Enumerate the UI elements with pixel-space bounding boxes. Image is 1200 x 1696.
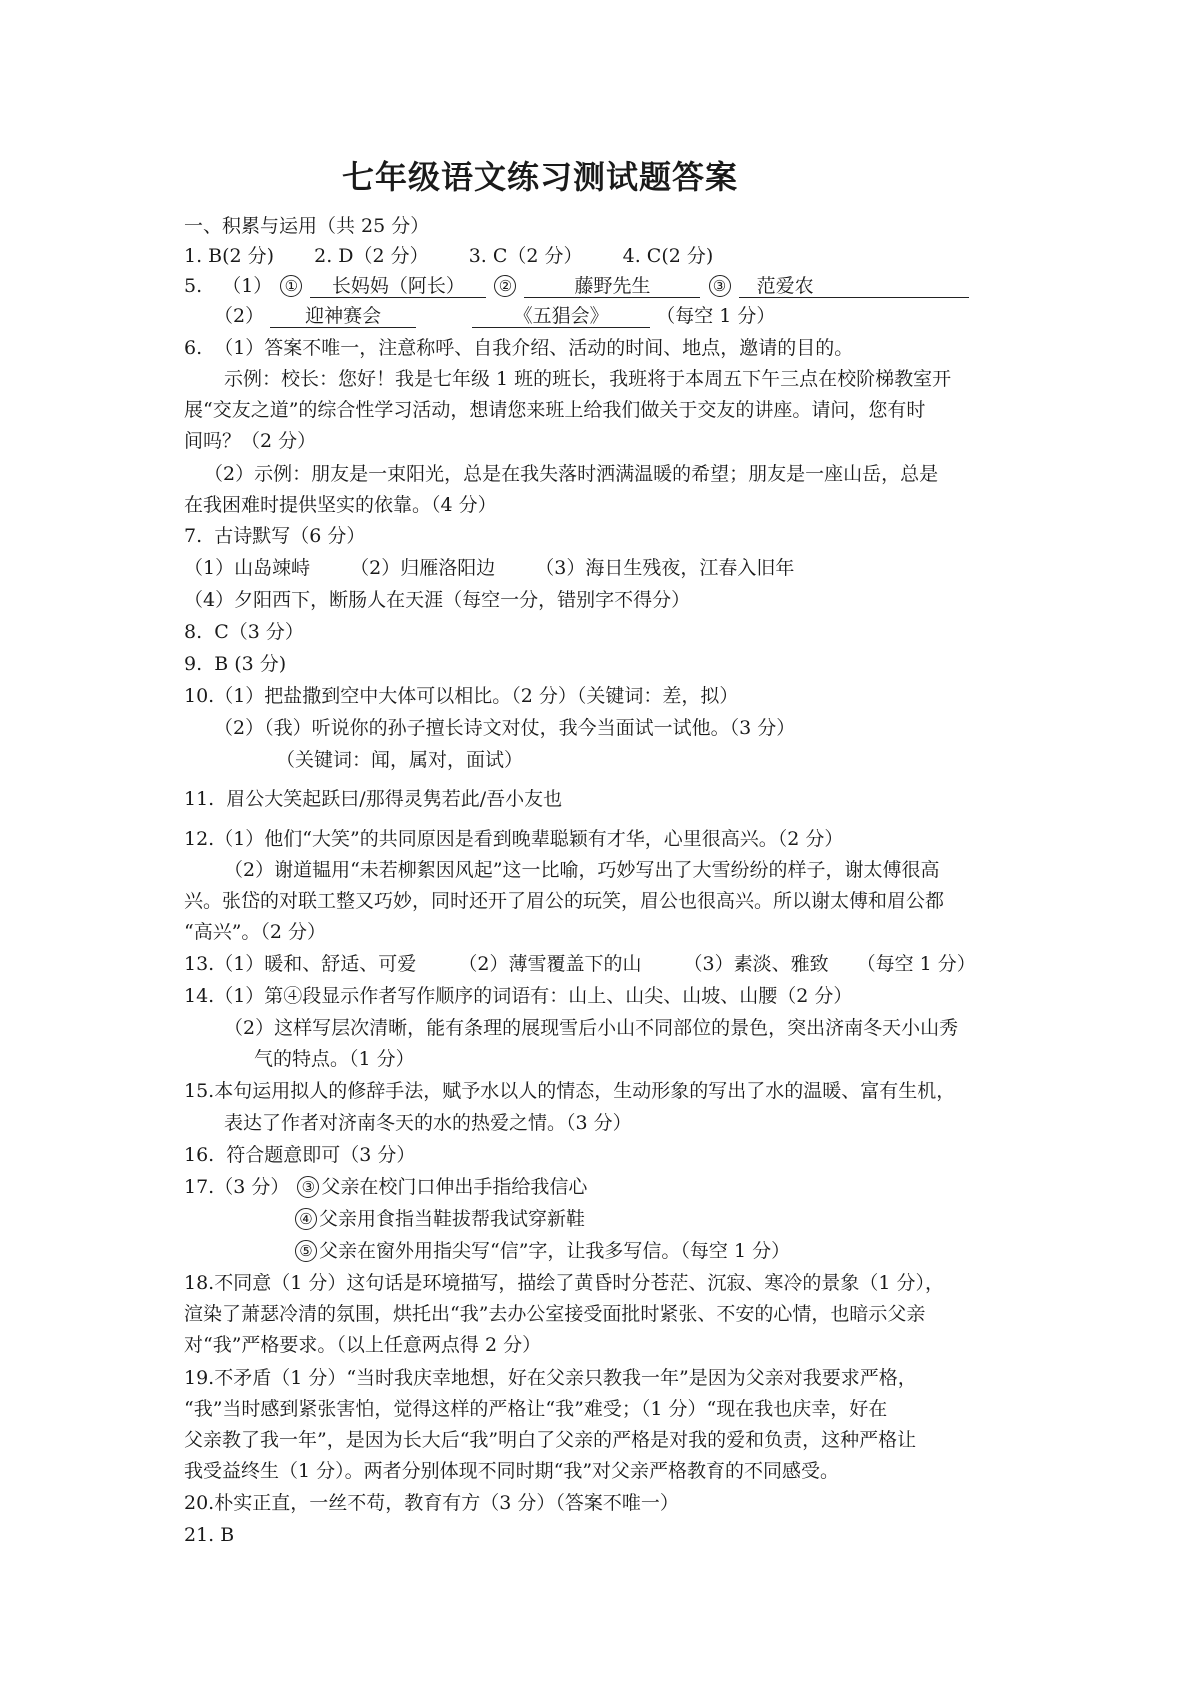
answer-q6-line: 展“交友之道”的综合性学习活动，想请您来班上给我们做关于交友的讲座。请问，您有时 bbox=[184, 399, 926, 421]
answer-q7-line: （4）夕阳西下，断肠人在天涯（每空一分，错别字不得分） bbox=[184, 589, 691, 611]
score-note: （每空 1 分） bbox=[656, 305, 776, 327]
answer-q15-line: 表达了作者对济南冬天的水的热爱之情。（3 分） bbox=[224, 1112, 632, 1134]
answer-q14-line: 14.（1）第④段显示作者写作顺序的词语有：山上、山尖、山坡、山腰（2 分） bbox=[184, 985, 853, 1007]
answer-q8: 8. C（3 分） bbox=[184, 621, 304, 643]
answer-q18-line: 18.不同意（1 分）这句话是环境描写，描绘了黄昏时分苍茫、沉寂、寒冷的景象（1 分）， bbox=[184, 1272, 944, 1294]
answer-q19-line: 父亲教了我一年”，是因为长大后“我”明白了父亲的严格是对我的爱和负责，这种严格让 bbox=[184, 1429, 917, 1451]
circled-number: ④ bbox=[295, 1208, 317, 1230]
section-heading: 一、积累与运用（共 25 分） bbox=[184, 215, 430, 237]
question-number: 5. bbox=[184, 275, 203, 297]
answer-q12-line: （2）谢道韫用“未若柳絮因风起”这一比喻，巧妙写出了大雪纷纷的样子，谢太傅很高 bbox=[224, 859, 940, 881]
answer-q7-2: （2）归雁洛阳边 bbox=[350, 557, 496, 579]
answer-q12-line: 兴。张岱的对联工整又巧妙，同时还开了眉公的玩笑，眉公也很高兴。所以谢太傅和眉公都 bbox=[184, 890, 945, 912]
answer-q7-1: （1）山岛竦峙 bbox=[184, 557, 311, 579]
answer-q7-3: （3）海日生残夜，江春入旧年 bbox=[535, 557, 795, 579]
answer-q10-line: （关键词：闻，属对，面试） bbox=[276, 749, 524, 771]
answer-q12-line: 12.（1）他们“大笑”的共同原因是看到晚辈聪颖有才华，心里很高兴。（2 分） bbox=[184, 828, 844, 850]
answer-text: 父亲用食指当鞋拔帮我试穿新鞋 bbox=[319, 1208, 586, 1230]
answer-q14-line: 气的特点。（1 分） bbox=[254, 1048, 415, 1070]
answer-q6-line: 6. （1）答案不唯一，注意称呼、自我介绍、活动的时间、地点，邀请的目的。 bbox=[184, 337, 854, 359]
answer-q6-line: 示例：校长：您好！我是七年级 1 班的班长，我班将于本周五下午三点在校阶梯教室开 bbox=[224, 368, 952, 390]
answer-q2: 2. D（2 分） bbox=[314, 245, 429, 267]
answer-q17-line bbox=[184, 1175, 587, 1199]
fill-blank-answer: 藤野先生 bbox=[524, 275, 700, 298]
answer-q14-line: （2）这样写层次清晰，能有条理的展现雪后小山不同部位的景色，突出济南冬天小山秀 bbox=[224, 1017, 959, 1039]
answer-q19-line: 我受益终生（1 分）。两者分别体现不同时期“我”对父亲严格教育的不同感受。 bbox=[184, 1460, 840, 1482]
answer-q18-line: 对“我”严格要求。（以上任意两点得 2 分） bbox=[184, 1334, 542, 1356]
fill-blank-answer: 范爱农 bbox=[739, 275, 969, 298]
answer-q13-1: 13.（1）暖和、舒适、可爱 bbox=[184, 953, 417, 975]
circled-number: ③ bbox=[297, 1176, 319, 1198]
sub-question-label: （1） bbox=[222, 275, 273, 297]
answer-q10-line: （2）（我）听说你的孙子擅长诗文对仗，我今当面试一试他。（3 分） bbox=[214, 717, 796, 739]
answer-q1: 1. B(2 分) bbox=[184, 245, 275, 267]
answer-q16: 16. 符合题意即可（3 分） bbox=[184, 1144, 416, 1166]
answer-q13-3: （3）素淡、雅致 bbox=[683, 953, 829, 975]
answer-q21: 21. B bbox=[184, 1524, 235, 1546]
answer-q15-line: 15.本句运用拟人的修辞手法，赋予水以人的情态，生动形象的写出了水的温暖、富有生机， bbox=[184, 1080, 956, 1102]
circled-number: ⑤ bbox=[295, 1240, 317, 1262]
answer-q10-line: 10.（1）把盐撒到空中大体可以相比。（2 分）（关键词：差，拟） bbox=[184, 685, 739, 707]
answer-q17-line bbox=[293, 1239, 790, 1263]
fill-blank-answer: 迎神赛会 bbox=[270, 305, 416, 328]
answer-q9: 9. B (3 分) bbox=[184, 653, 287, 675]
answer-q6-line: 间吗？（2 分） bbox=[184, 430, 317, 452]
circled-number: ③ bbox=[709, 275, 731, 297]
answer-q3: 3. C（2 分） bbox=[468, 245, 583, 267]
circled-number: ② bbox=[494, 275, 516, 297]
answer-q19-line: 19.不矛盾（1 分）“当时我庆幸地想，好在父亲只教我一年”是因为父亲对我要求严格， bbox=[184, 1367, 917, 1389]
answer-q12-line: “高兴”。（2 分） bbox=[184, 921, 327, 943]
answer-q6-line: 在我困难时提供坚实的依靠。（4 分） bbox=[184, 494, 497, 516]
answer-q7-heading: 7. 古诗默写（6 分） bbox=[184, 525, 366, 547]
circled-number: ① bbox=[280, 275, 302, 297]
answer-q6-line: （2）示例：朋友是一束阳光，总是在我失落时洒满温暖的希望；朋友是一座山岳，总是 bbox=[204, 463, 939, 485]
answer-q18-line: 渲染了萧瑟冷清的氛围，烘托出“我”去办公室接受面批时紧张、不安的心情，也暗示父亲 bbox=[184, 1303, 926, 1325]
answer-q13 bbox=[184, 952, 976, 976]
answer-q13-2: （2）薄雪覆盖下的山 bbox=[458, 953, 642, 975]
answer-q11: 11. 眉公大笑起跃曰/那得灵隽若此/吾小友也 bbox=[184, 788, 563, 810]
answer-q20: 20.朴实正直，一丝不苟，教育有方（3 分）（答案不唯一） bbox=[184, 1492, 679, 1514]
sub-question-label: （2） bbox=[214, 305, 265, 327]
score-note: （每空 1 分） bbox=[856, 953, 976, 975]
answer-q7-line bbox=[184, 556, 794, 580]
answer-text: 父亲在窗外用指尖写“信”字，让我多写信。（每空 1 分） bbox=[319, 1240, 791, 1262]
answer-q17-line bbox=[293, 1207, 585, 1231]
answer-q5-part2 bbox=[214, 304, 775, 328]
fill-blank-answer: 长妈妈（阿长） bbox=[310, 275, 486, 298]
answer-q4: 4. C(2 分) bbox=[622, 245, 714, 267]
answer-q19-line: “我”当时感到紧张害怕，觉得这样的严格让“我”难受；（1 分）“现在我也庆幸，好在 bbox=[184, 1398, 888, 1420]
answer-q5-part1 bbox=[184, 274, 969, 298]
fill-blank-answer: 《五猖会》 bbox=[472, 305, 650, 328]
question-number: 17.（3 分） bbox=[184, 1176, 290, 1198]
answer-q1-4 bbox=[184, 244, 713, 268]
answer-text: 父亲在校门口伸出手指给我信心 bbox=[321, 1176, 588, 1198]
page-title: 七年级语文练习测试题答案 bbox=[341, 158, 738, 196]
